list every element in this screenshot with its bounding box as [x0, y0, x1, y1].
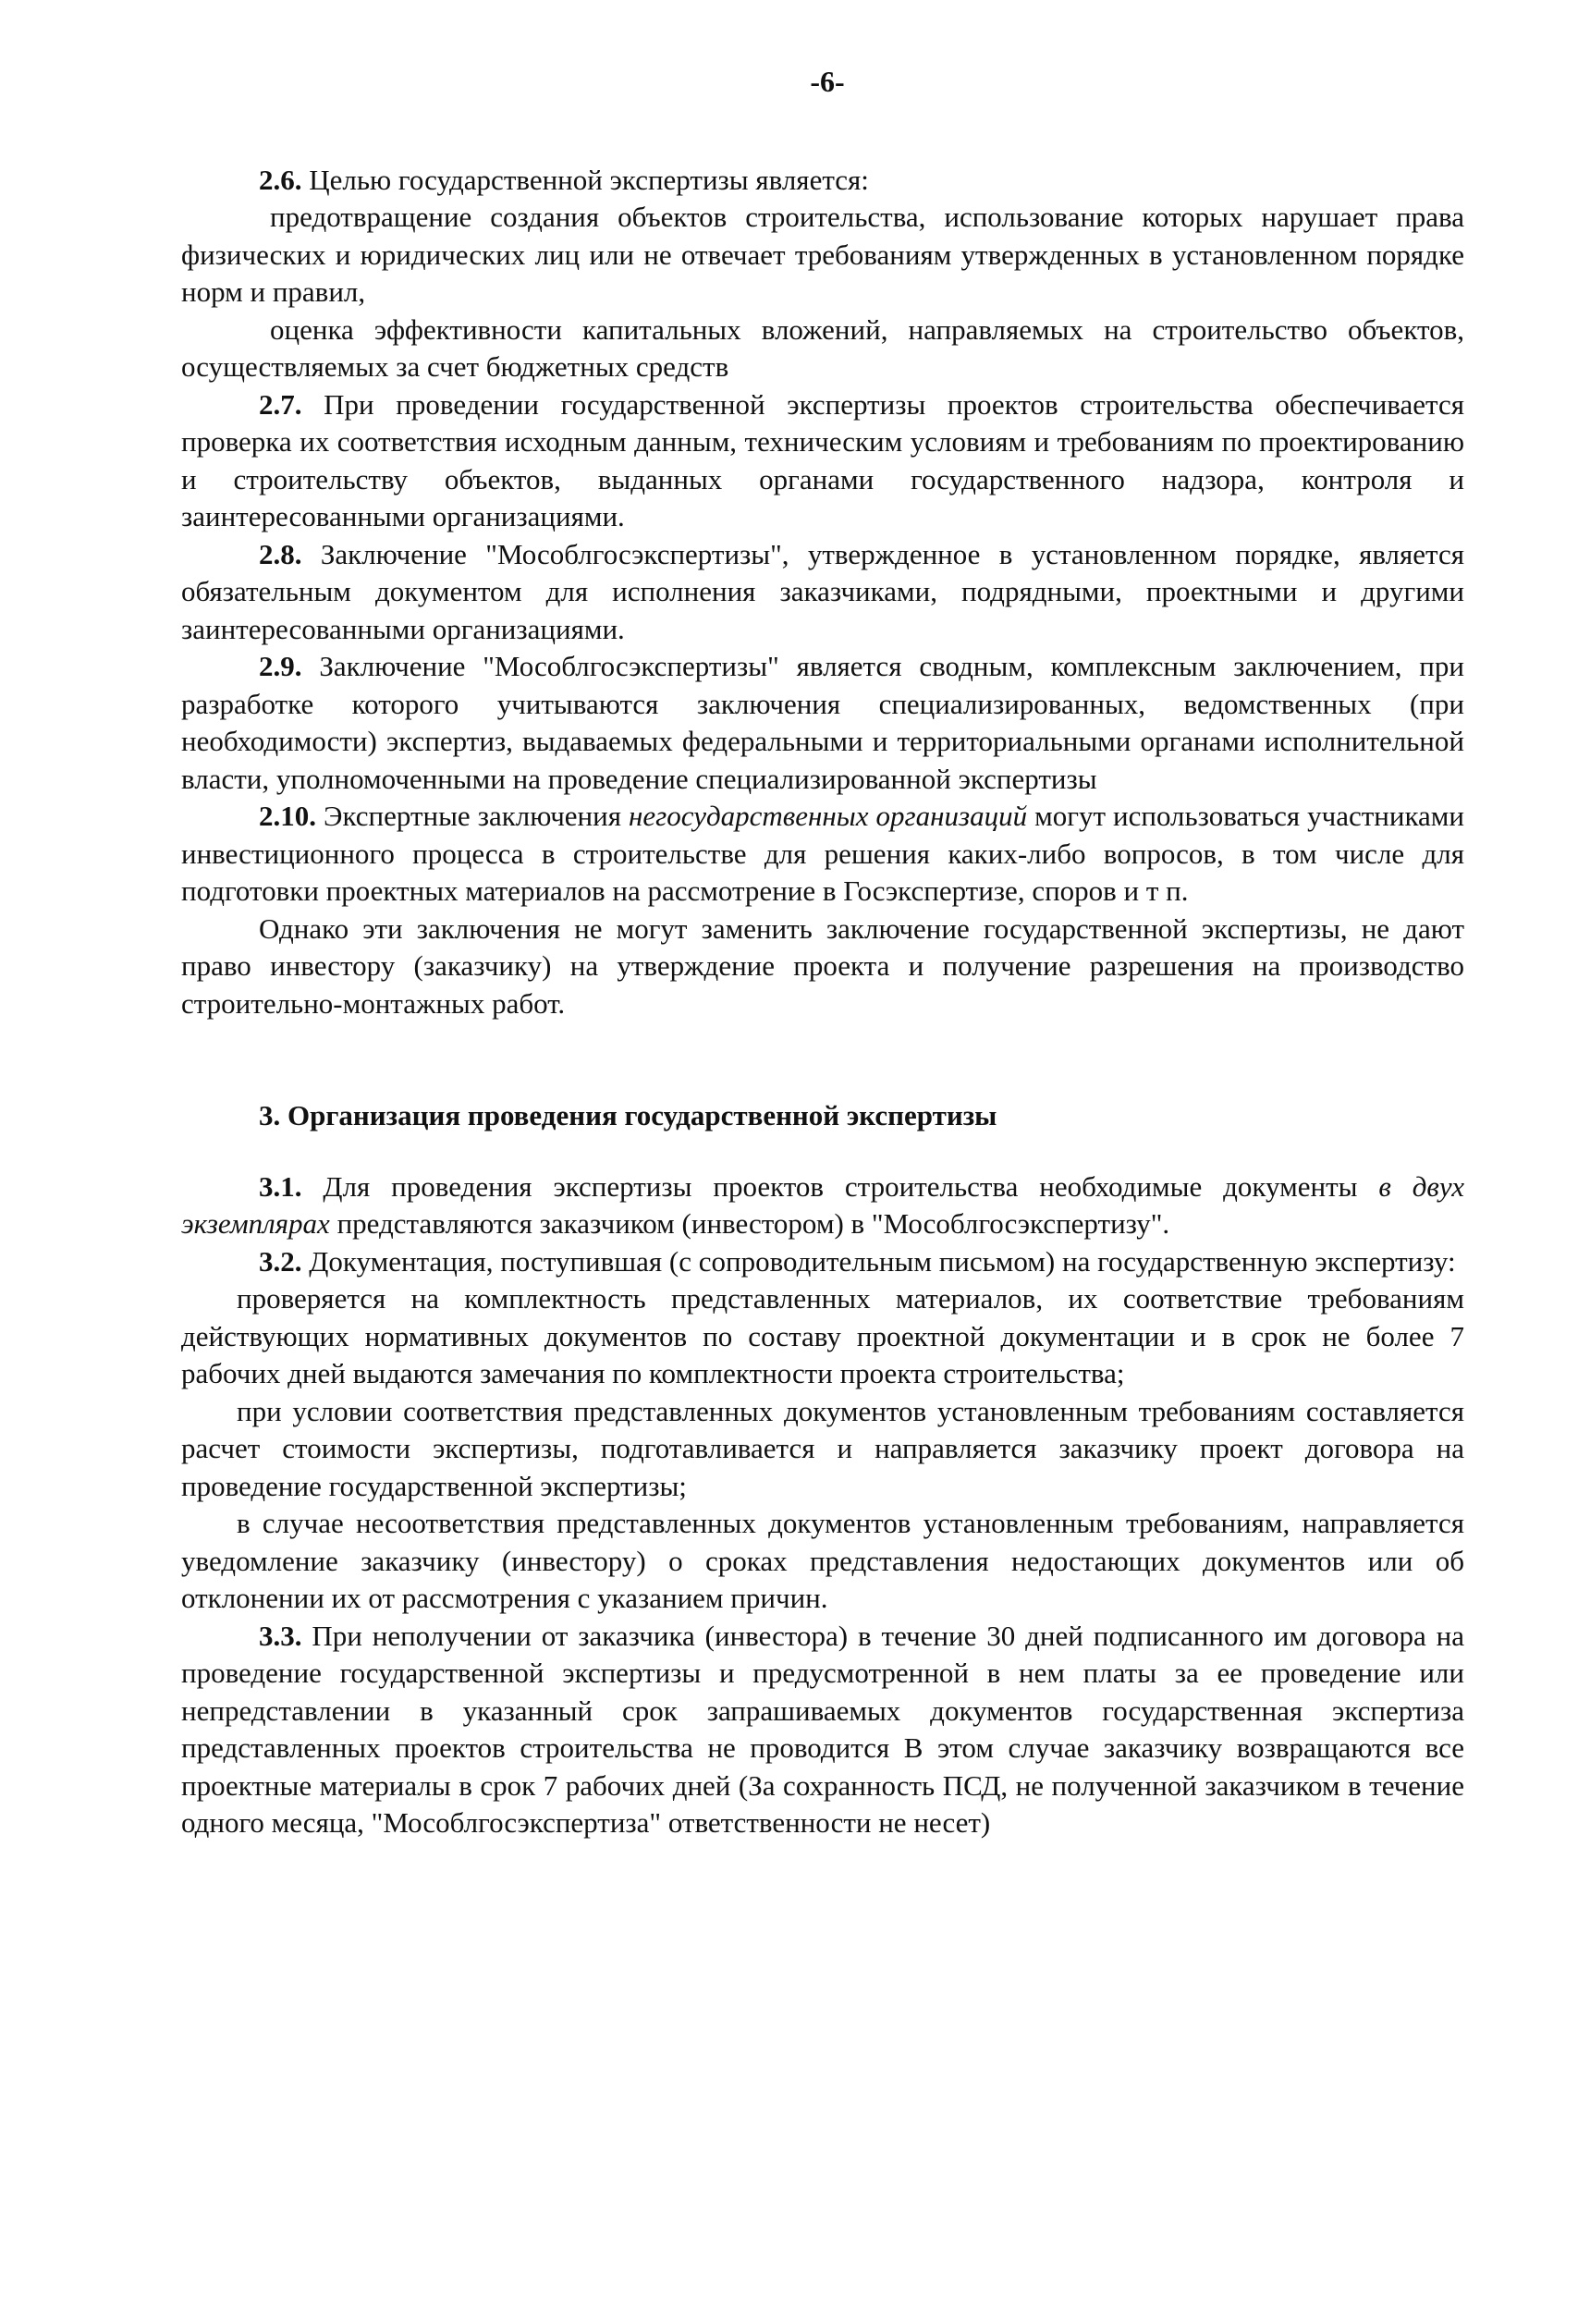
clause-number-2-8: 2.8. — [259, 537, 302, 570]
clause-number-3-3: 3.3. — [259, 1619, 302, 1652]
paragraph-2-10-text-before: Экспертные заключения — [316, 800, 630, 832]
clause-number-3-2: 3.2. — [259, 1244, 302, 1278]
section-spacer — [181, 1022, 1464, 1097]
paragraph-2-9-text: Заключение "Мособлгосэкспертизы" является сводным, комплексным заключением, при разработке которого учитываются заключения специализированных, ведомственных (при необходимости) экспертиз, выдаваемых федеральными и территориальными органами исполнительной власти, уполномоченными на проведение специализированной экспертизы — [181, 650, 1464, 795]
paragraph-2-8 — [181, 536, 1464, 649]
paragraph-3-1-italic: в двух экземплярах — [181, 1169, 1464, 1240]
paragraph-3-2-item-3: в случае несоответствия представленных документов установленным требованиям, направляется уведомление заказчику (инвестору) о сроках представления недостающих документов или об отклонении их от рассмотрения с указанием причин. — [181, 1507, 1464, 1614]
paragraph-2-8-text: Заключение "Мособлгосэкспертизы", утвержденное в установленном порядке, является обязательным документом для исполнения заказчиками, подрядными, проектными и другими заинтересованными организациями. — [181, 537, 1464, 645]
clause-number-3-1: 3.1. — [259, 1169, 302, 1203]
paragraph-2-7-text: При проведении государственной экспертизы проектов строительства обеспечивается проверка их соответствия исходным данным, техническим условиям и требованиям по проектированию и строительству объектов, выданных органами государственного надзора, контроля и заинтересованными организациями. — [181, 387, 1464, 532]
paragraph-2-6-item-2: оценка эффективности капитальных вложений, направляемых на строительство объектов, осуществляемых за счет бюджетных средств — [181, 312, 1464, 383]
paragraph-2-9 — [181, 648, 1464, 798]
paragraph-3-3-text: При неполучении от заказчика (инвестора) в течение 30 дней подписанного им договора на проведение государственной экспертизы и предусмотренной в нем платы за ее проведение или непредставлении в указанный срок запрашиваемых документов государственная экспертиза представленных проектов строительства не проводится В этом случае заказчику возвращаются все проектные материалы в срок 7 рабочих дней (За сохранность ПСД, не полученной заказчиком в течение одного месяца, "Мособлгосэкспертиза" ответственности не несет) — [181, 1619, 1464, 1839]
paragraph-2-10-note: Однако эти заключения не могут заменить заключение государственной экспертизы, не дают право инвестору (заказчику) на утверждение проекта и получение разрешения на производство строительно-монтажных работ. — [181, 911, 1464, 1020]
clause-number-2-6: 2.6. — [259, 163, 302, 196]
paragraph-3-1 — [181, 1168, 1464, 1243]
paragraph-2-10-italic: негосударственных организаций — [629, 800, 1028, 832]
clause-number-2-9: 2.9. — [259, 650, 302, 682]
heading-spacer — [181, 1135, 1464, 1168]
paragraph-2-10-text-after: могут использоваться участниками инвестиционного процесса в строительстве для решения каких-либо вопросов, в том числе для подготовки проектных материалов на рассмотрение в Госэкспертизе, споров и т п. — [181, 800, 1465, 907]
clause-number-2-7: 2.7. — [259, 387, 302, 421]
section-3-heading: 3. Организация проведения государственной экспертизы — [259, 1099, 997, 1131]
document-page — [181, 63, 1464, 1842]
paragraph-2-7 — [181, 386, 1464, 536]
paragraph-3-2-item-1: проверяется на комплектность представленных материалов, их соответствие требованиям действующих нормативных документов по составу проектной документации и в срок не более 7 рабочих дней выдаются замечания по комплектности проекта строительства; — [181, 1282, 1464, 1389]
paragraph-2-10 — [181, 798, 1464, 911]
paragraph-2-6 — [181, 162, 1464, 200]
paragraph-3-3 — [181, 1618, 1464, 1842]
clause-number-2-10: 2.10. — [259, 800, 316, 832]
paragraph-3-2 — [181, 1243, 1464, 1281]
paragraph-3-2-text: Документация, поступившая (с сопроводительным письмом) на государственную экспертизу: — [301, 1244, 1456, 1278]
paragraph-3-2-item-2: при условии соответствия представленных документов установленным требованиям составляется расчет стоимости экспертизы, подготавливается и направляется заказчику проект договора на проведение государственной экспертизы; — [181, 1394, 1464, 1502]
paragraph-3-1-text-before: Для проведения экспертизы проектов строительства необходимые документы — [301, 1169, 1379, 1203]
page-number: -6- — [810, 65, 845, 98]
paragraph-2-6-item-1: предотвращение создания объектов строительства, использование которых нарушает права физических и юридических лиц или не отвечает требованиям утвержденных в установленном порядке норм и правил, — [181, 201, 1464, 308]
paragraph-2-6-text: Целью государственной экспертизы является: — [301, 163, 869, 196]
paragraph-3-1-text-after: представляются заказчиком (инвестором) в "Мособлгосэкспертизу". — [329, 1207, 1170, 1240]
